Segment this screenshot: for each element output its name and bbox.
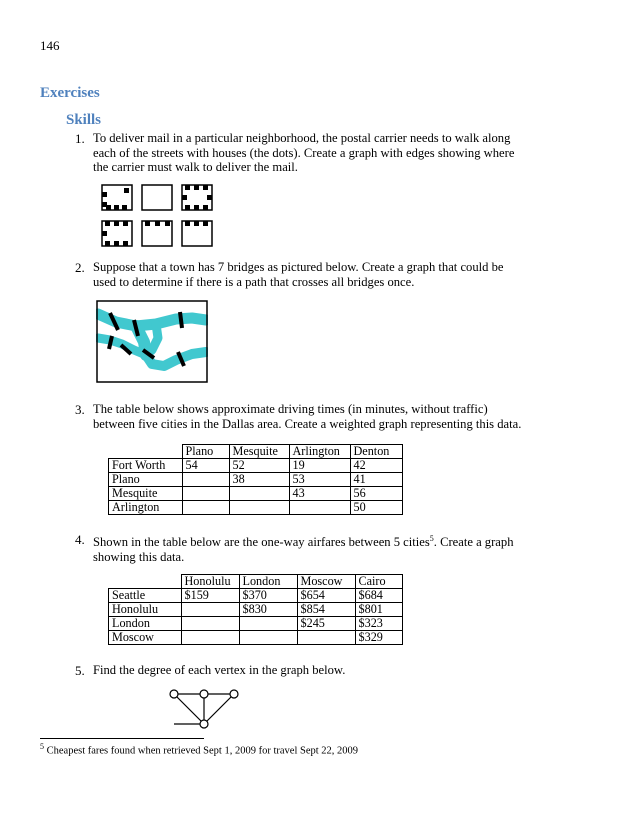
table-header-row <box>109 445 403 459</box>
column-header: London <box>239 575 297 589</box>
bridges-figure <box>96 300 208 383</box>
row-label: Mesquite <box>109 487 183 501</box>
table-cell: $159 <box>181 589 239 603</box>
house-dot <box>182 195 187 200</box>
graph-vertex <box>170 690 178 698</box>
house-dot <box>194 185 199 190</box>
exercise-1-line-3: the carrier must walk to deliver the mail. <box>93 160 298 175</box>
exercise-5-line-1: Find the degree of each vertex in the graph below. <box>93 663 346 677</box>
row-label: London <box>109 617 182 631</box>
exercise-1-line-1: To deliver mail in a particular neighborhood, the postal carrier needs to walk along <box>93 131 511 145</box>
exercise-5-number: 5. <box>75 663 85 678</box>
table-row <box>109 603 403 617</box>
house-dot <box>102 231 107 236</box>
table-cell <box>182 487 229 501</box>
table-cell <box>181 617 239 631</box>
column-header: Plano <box>182 445 229 459</box>
table-header-row <box>109 575 403 589</box>
exercise-2-line-1: Suppose that a town has 7 bridges as pictured below. Create a graph that could be <box>93 260 504 274</box>
table-cell <box>239 631 297 645</box>
table-cell <box>182 501 229 515</box>
house-dot <box>145 221 150 226</box>
exercise-4-text <box>93 532 514 564</box>
table-cell: $854 <box>297 603 355 617</box>
column-header: Arlington <box>289 445 350 459</box>
exercise-3-line-1: The table below shows approximate driving times (in minutes, without traffic) <box>93 402 488 416</box>
table-row <box>109 589 403 603</box>
table-cell: $830 <box>239 603 297 617</box>
house-dot <box>123 241 128 246</box>
exercise-4-number: 4. <box>75 532 85 547</box>
house-dot <box>123 221 128 226</box>
house-dot <box>106 205 111 210</box>
footnote-marker: 5 <box>40 742 44 751</box>
table-cell: 42 <box>350 459 402 473</box>
graph-edge <box>204 694 234 724</box>
driving-times-table <box>108 444 403 515</box>
house-dot <box>105 241 110 246</box>
section-title: Exercises <box>40 85 100 101</box>
table-cell <box>229 487 289 501</box>
graph-vertex <box>200 690 208 698</box>
table-row <box>109 617 403 631</box>
house-dot <box>203 221 208 226</box>
column-header: Denton <box>350 445 402 459</box>
house-dot <box>102 192 107 197</box>
table-cell: 19 <box>289 459 350 473</box>
table-cell: 50 <box>350 501 402 515</box>
table-cell: 38 <box>229 473 289 487</box>
column-header: Honolulu <box>181 575 239 589</box>
table-cell <box>229 501 289 515</box>
house-dot <box>105 221 110 226</box>
table-row <box>109 473 403 487</box>
row-label: Plano <box>109 473 183 487</box>
table-cell: 41 <box>350 473 402 487</box>
exercise-2-text <box>93 260 503 289</box>
exercise-2-number: 2. <box>75 260 85 275</box>
airfares-table <box>108 574 403 645</box>
row-label: Fort Worth <box>109 459 183 473</box>
exercise-5-text <box>93 663 345 678</box>
house-dot <box>185 185 190 190</box>
footnote <box>40 742 358 757</box>
footnote-text: Cheapest fares found when retrieved Sept 1, 2009 for travel Sept 22, 2009 <box>46 745 359 757</box>
exercise-1-line-2: each of the streets with houses (the dots). Create a graph with edges showing where <box>93 145 515 160</box>
house-dot <box>185 221 190 226</box>
table-cell: $654 <box>297 589 355 603</box>
table-cell <box>182 473 229 487</box>
house-dot <box>165 221 170 226</box>
house-dot <box>207 195 212 200</box>
house-dot <box>203 205 208 210</box>
footnote-divider <box>40 738 204 739</box>
exercise-1-number: 1. <box>75 131 85 146</box>
table-cell: $245 <box>297 617 355 631</box>
block <box>142 185 172 210</box>
page-number: 146 <box>40 38 60 53</box>
column-header: Cairo <box>355 575 402 589</box>
row-label: Arlington <box>109 501 183 515</box>
table-cell: $684 <box>355 589 402 603</box>
exercise-2-line-2: used to determine if there is a path that crosses all bridges once. <box>93 274 415 289</box>
exercise-1-text <box>93 131 514 175</box>
exercise-3-number: 3. <box>75 402 85 417</box>
house-dot <box>155 221 160 226</box>
row-label: Honolulu <box>109 603 182 617</box>
table-cell: $801 <box>355 603 402 617</box>
house-dot <box>194 205 199 210</box>
table-cell: 54 <box>182 459 229 473</box>
table-cell <box>181 603 239 617</box>
house-dot <box>114 205 119 210</box>
house-dot <box>185 205 190 210</box>
graph-vertex <box>230 690 238 698</box>
house-dot <box>114 221 119 226</box>
table-cell: 52 <box>229 459 289 473</box>
table-cell: 53 <box>289 473 350 487</box>
graph-edge <box>174 694 204 724</box>
house-dot <box>194 221 199 226</box>
table-cell: 43 <box>289 487 350 501</box>
column-header: Mesquite <box>229 445 289 459</box>
house-dot <box>114 241 119 246</box>
vertex-degree-graph <box>166 686 242 732</box>
exercise-4-line-2: showing this data. <box>93 549 185 564</box>
table-row <box>109 631 403 645</box>
house-dot <box>122 205 127 210</box>
table-row <box>109 501 403 515</box>
row-label: Seattle <box>109 589 182 603</box>
table-cell <box>239 617 297 631</box>
house-dot <box>124 188 129 193</box>
table-cell: 56 <box>350 487 402 501</box>
exercise-3-line-2: between five cities in the Dallas area. Create a weighted graph representing this data. <box>93 416 522 431</box>
column-header: Moscow <box>297 575 355 589</box>
table-cell: $329 <box>355 631 402 645</box>
neighborhood-blocks-figure <box>100 183 215 251</box>
table-cell <box>181 631 239 645</box>
table-cell <box>297 631 355 645</box>
house-dot <box>203 185 208 190</box>
exercise-3-text <box>93 402 521 431</box>
table-cell <box>289 501 350 515</box>
exercise-4-line-1: Shown in the table below are the one-way airfares between 5 cities$^5$. Create a graph <box>93 534 514 550</box>
table-cell: $370 <box>239 589 297 603</box>
graph-vertex <box>200 720 208 728</box>
table-row <box>109 459 403 473</box>
row-label: Moscow <box>109 631 182 645</box>
subsection-title: Skills <box>66 112 102 128</box>
table-row <box>109 487 403 501</box>
bridge <box>180 312 182 328</box>
footnote-ref: 5 <box>429 534 434 543</box>
table-cell: $323 <box>355 617 402 631</box>
